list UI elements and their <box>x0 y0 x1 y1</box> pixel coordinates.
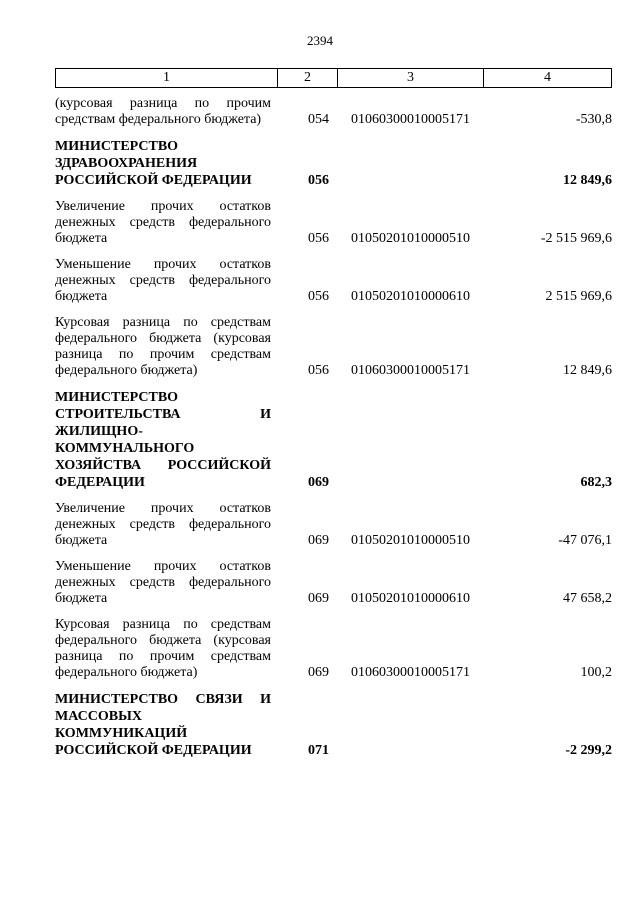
row-code: 071 <box>308 743 329 758</box>
page-number: 2394 <box>307 33 333 48</box>
row-name: Уменьшение прочих остатков денежных средств федерального бюджета <box>55 257 271 304</box>
row-name: Увеличение прочих остатков денежных средств федерального бюджета <box>55 501 271 548</box>
table-row <box>55 691 612 759</box>
row-amount: 2 515 969,6 <box>545 289 612 304</box>
row-amount: -47 076,1 <box>558 533 612 548</box>
column-header-3: 3 <box>338 69 484 87</box>
row-amount: 100,2 <box>580 665 612 680</box>
row-amount: 47 658,2 <box>563 591 612 606</box>
row-kbk: 01050201010000510 <box>351 231 470 246</box>
column-header-row <box>55 68 612 88</box>
row-amount: 12 849,6 <box>563 363 612 378</box>
row-name: Курсовая разница по средствам федерального бюджета (курсовая разница по прочим средствам федерального бюджета) <box>55 315 271 378</box>
table-body <box>55 96 612 769</box>
column-header-1: 1 <box>56 69 278 87</box>
row-name: МИНИСТЕРСТВО СТРОИТЕЛЬСТВА И ЖИЛИЩНО-КОММУНАЛЬНОГО ХОЗЯЙСТВА РОССИЙСКОЙ ФЕДЕРАЦИИ <box>55 390 271 490</box>
row-name: Увеличение прочих остатков денежных средств федерального бюджета <box>55 199 271 246</box>
table-row <box>55 96 612 128</box>
row-code: 069 <box>308 475 329 490</box>
row-amount: -2 515 969,6 <box>540 231 612 246</box>
row-amount: 682,3 <box>580 475 612 490</box>
row-kbk: 01050201010000610 <box>351 591 470 606</box>
row-code: 056 <box>308 173 329 188</box>
row-code: 056 <box>308 231 329 246</box>
row-name: МИНИСТЕРСТВО СВЯЗИ И МАССОВЫХ КОММУНИКАЦИЙ РОССИЙСКОЙ ФЕДЕРАЦИИ <box>55 692 271 758</box>
row-kbk: 01050201010000610 <box>351 289 470 304</box>
row-kbk: 01060300010005171 <box>351 112 470 127</box>
row-kbk: 01060300010005171 <box>351 665 470 680</box>
row-name: МИНИСТЕРСТВО ЗДРАВООХРАНЕНИЯ РОССИЙСКОЙ ФЕДЕРАЦИИ <box>55 139 252 188</box>
row-code: 056 <box>308 363 329 378</box>
row-kbk: 01060300010005171 <box>351 363 470 378</box>
row-code: 069 <box>308 591 329 606</box>
row-kbk: 01050201010000510 <box>351 533 470 548</box>
row-code: 054 <box>308 112 329 127</box>
column-header-4: 4 <box>544 70 551 85</box>
table-row <box>55 199 612 247</box>
table-row <box>55 617 612 681</box>
table-row <box>55 389 612 491</box>
row-code: 069 <box>308 665 329 680</box>
row-name: Уменьшение прочих остатков денежных средств федерального бюджета <box>55 559 271 606</box>
row-code: 069 <box>308 533 329 548</box>
row-amount: -2 299,2 <box>565 743 612 758</box>
table-row <box>55 315 612 379</box>
row-amount: 12 849,6 <box>563 173 612 188</box>
row-name: (курсовая разница по прочим средствам федерального бюджета) <box>55 96 271 127</box>
row-name: Курсовая разница по средствам федерального бюджета (курсовая разница по прочим средствам федерального бюджета) <box>55 617 271 680</box>
table-row <box>55 257 612 305</box>
table-row <box>55 501 612 549</box>
row-amount: -530,8 <box>575 112 612 127</box>
column-header-2: 2 <box>278 69 338 87</box>
table-row <box>55 559 612 607</box>
row-code: 056 <box>308 289 329 304</box>
table-row <box>55 138 612 189</box>
